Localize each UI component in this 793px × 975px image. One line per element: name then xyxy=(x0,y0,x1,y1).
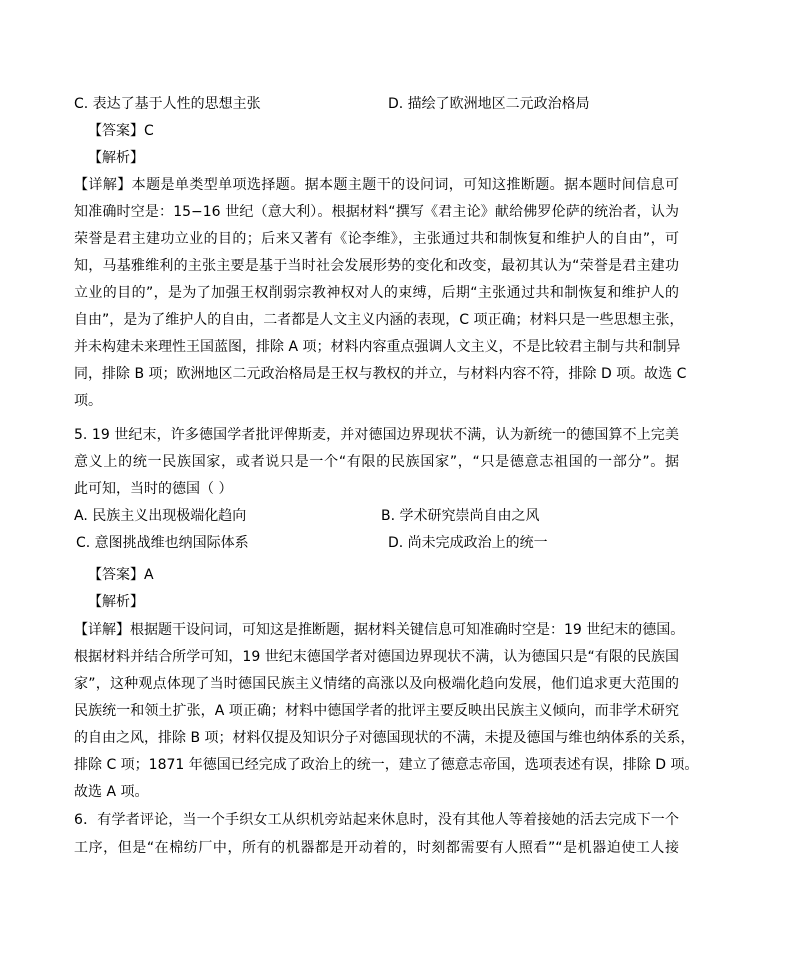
q4-analysis-label: 【解析】 xyxy=(88,150,144,166)
q4-detail-line: 同，排除 B 项；欧洲地区二元政治格局是王权与教权的并立，与材料内容不符，排除 D 项。故选 C xyxy=(74,366,687,382)
q5-option-b: B. 学术研究崇尚自由之风 xyxy=(381,508,540,524)
q5-detail-line: 的自由之风，排除 B 项；材料仅提及知识分子对德国现状的不满，未提及德国与维也纳体系的关系， xyxy=(74,730,695,746)
q5-stem-line: 此可知，当时的德国（ ） xyxy=(74,481,233,497)
q4-detail-line: 项。 xyxy=(74,393,102,409)
q4-detail-line: 知准确时空是：15−16 世纪（意大利）。根据材料“撰写《君主论》献给佛罗伦萨的统治者，认为 xyxy=(74,204,679,220)
q5-detail-line: 家”，这种观点体现了当时德国民族主义情绪的高涨以及向极端化趋向发展，他们追求更大范围的 xyxy=(74,676,679,692)
q4-answer: 【答案】C xyxy=(88,123,154,139)
q5-detail-line: 民族统一和领土扩张，A 项正确；材料中德国学者的批评主要反映出民族主义倾向，而非学术研究 xyxy=(74,703,679,719)
q5-detail-line: 故选 A 项。 xyxy=(74,784,149,800)
q4-option-d: D. 描绘了欧洲地区二元政治格局 xyxy=(388,96,590,112)
q4-detail-line: 荣誉是君主建功立业的目的；后来又著有《论李维》，主张通过共和制恢复和维护人的自由”，可 xyxy=(74,231,679,247)
q5-detail-line: 【详解】根据题干设问词，可知这是推断题，据材料关键信息可知准确时空是：19 世纪末的德国。 xyxy=(74,622,685,638)
q5-option-c: C. 意图挑战维也纳国际体系 xyxy=(76,535,249,551)
q5-analysis-label: 【解析】 xyxy=(88,594,144,610)
q5-detail-line: 排除 C 项；1871 年德国已经完成了政治上的统一，建立了德意志帝国，选项表述有误，排除 D 项。 xyxy=(74,757,699,773)
q4-detail-line: 【详解】本题是单类型单项选择题。据本题主题干的设问词，可知这推断题。据本题时间信息可 xyxy=(74,177,679,193)
q5-options-row-ab xyxy=(74,503,694,530)
q4-options-row-cd xyxy=(74,91,694,118)
q4-detail-line: 自由”，是为了维护人的自由，二者都是人文主义内涵的表现，C 项正确；材料只是一些思想主张， xyxy=(74,312,684,328)
q5-options-row-cd xyxy=(76,530,696,557)
q4-detail-line: 知，马基雅维利的主张主要是基于当时社会发展形势的变化和改变，最初其认为“荣誉是君主建功 xyxy=(74,258,679,274)
q6-stem-line: 工序，但是“在棉纺厂中，所有的机器都是开动着的，时刻都需要有人照看”“是机器迫使工人接 xyxy=(74,840,679,856)
q5-option-d: D. 尚未完成政治上的统一 xyxy=(388,535,548,551)
q6-stem-line: 6．有学者评论，当一个手织女工从织机旁站起来休息时，没有其他人等着接她的活去完成下一个 xyxy=(74,812,679,828)
q5-detail-line: 根据材料并结合所学可知，19 世纪末德国学者对德国边界现状不满，认为德国只是“有限的民族国 xyxy=(74,649,679,665)
q5-stem-line: 5. 19 世纪末，许多德国学者批评俾斯麦，并对德国边界现状不满，认为新统一的德国算不上完美 xyxy=(74,427,679,443)
q5-answer: 【答案】A xyxy=(88,567,154,583)
q5-stem-line: 意义上的统一民族国家，或者说只是一个“有限的民族国家”，“只是德意志祖国的一部分”。据 xyxy=(74,454,679,470)
q4-detail-line: 立业的目的”，是为了加强王权削弱宗教神权对人的束缚，后期“主张通过共和制恢复和维护人的 xyxy=(74,285,679,301)
q5-option-a: A. 民族主义出现极端化趋向 xyxy=(74,508,247,524)
q4-detail-line: 并未构建未来理性王国蓝图，排除 A 项；材料内容重点强调人文主义，不是比较君主制与共和制异 xyxy=(74,339,681,355)
q4-option-c: C. 表达了基于人性的思想主张 xyxy=(74,96,261,112)
